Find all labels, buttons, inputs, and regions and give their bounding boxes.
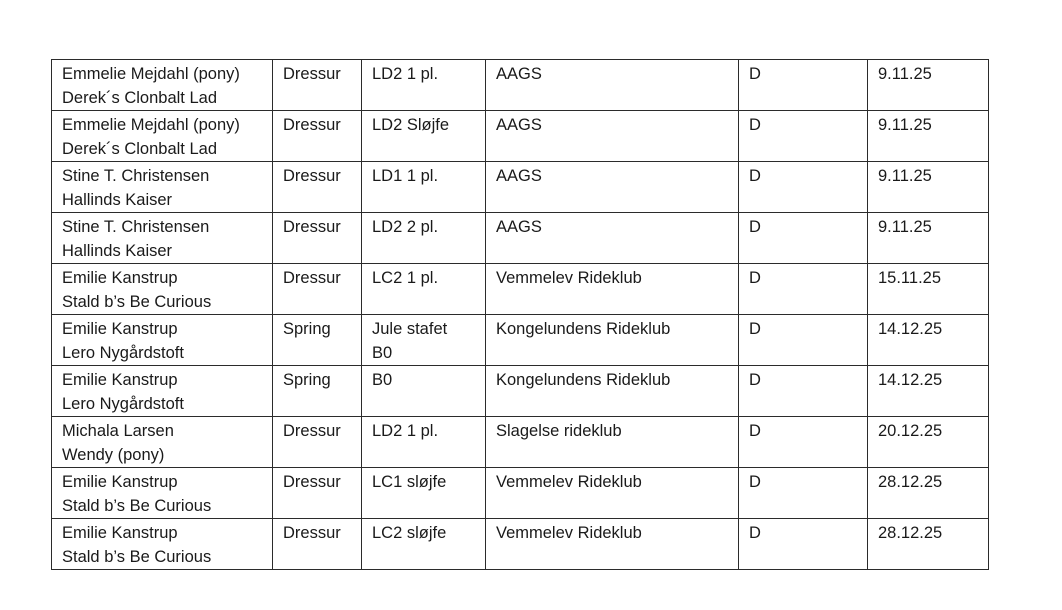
date-cell: 28.12.25 xyxy=(868,519,989,570)
horse-name: Stald b’s Be Curious xyxy=(62,293,212,311)
horse-name: Derek´s Clonbalt Lad xyxy=(62,89,217,107)
date-cell: 28.12.25 xyxy=(868,468,989,519)
level-cell: D xyxy=(739,60,868,111)
table-row xyxy=(52,111,989,162)
results-table-body xyxy=(52,60,989,570)
class-cell xyxy=(362,468,486,519)
horse-name: Stald b’s Be Curious xyxy=(62,548,212,566)
level-cell: D xyxy=(739,366,868,417)
class-cell xyxy=(362,213,486,264)
discipline-cell: Dressur xyxy=(273,519,362,570)
rider-horse-cell xyxy=(52,213,273,264)
discipline-cell: Dressur xyxy=(273,264,362,315)
rider-name: Stine T. Christensen xyxy=(62,167,210,185)
club-cell: AAGS xyxy=(486,162,739,213)
level-cell: D xyxy=(739,213,868,264)
club-cell: AAGS xyxy=(486,111,739,162)
class-line2: B0 xyxy=(372,344,393,362)
rider-name: Emilie Kanstrup xyxy=(62,269,178,287)
rider-name: Emmelie Mejdahl (pony) xyxy=(62,116,240,134)
table-row xyxy=(52,519,989,570)
table-row xyxy=(52,264,989,315)
level-cell: D xyxy=(739,417,868,468)
date-cell: 15.11.25 xyxy=(868,264,989,315)
discipline-cell: Spring xyxy=(273,315,362,366)
rider-horse-cell xyxy=(52,111,273,162)
discipline-cell: Dressur xyxy=(273,417,362,468)
discipline-cell: Dressur xyxy=(273,111,362,162)
table-row xyxy=(52,60,989,111)
club-cell: Kongelundens Rideklub xyxy=(486,315,739,366)
table-row xyxy=(52,213,989,264)
club-cell: Vemmelev Rideklub xyxy=(486,519,739,570)
level-cell: D xyxy=(739,315,868,366)
rider-name: Emilie Kanstrup xyxy=(62,371,178,389)
table-row xyxy=(52,468,989,519)
results-table xyxy=(51,59,989,570)
table-row xyxy=(52,417,989,468)
horse-name: Derek´s Clonbalt Lad xyxy=(62,140,217,158)
table-row xyxy=(52,366,989,417)
class-line1: LD2 Sløjfe xyxy=(372,116,450,134)
horse-name: Wendy (pony) xyxy=(62,446,165,464)
club-cell: Kongelundens Rideklub xyxy=(486,366,739,417)
horse-name: Hallinds Kaiser xyxy=(62,242,173,260)
rider-horse-cell xyxy=(52,315,273,366)
rider-horse-cell xyxy=(52,468,273,519)
date-cell: 20.12.25 xyxy=(868,417,989,468)
class-line1: LD2 1 pl. xyxy=(372,422,439,440)
table-row xyxy=(52,162,989,213)
class-line1: Jule stafet xyxy=(372,320,448,338)
rider-horse-cell xyxy=(52,162,273,213)
rider-horse-cell xyxy=(52,264,273,315)
class-cell xyxy=(362,60,486,111)
discipline-cell: Spring xyxy=(273,366,362,417)
level-cell: D xyxy=(739,264,868,315)
discipline-cell: Dressur xyxy=(273,60,362,111)
level-cell: D xyxy=(739,468,868,519)
level-cell: D xyxy=(739,519,868,570)
discipline-cell: Dressur xyxy=(273,468,362,519)
class-line1: LC2 1 pl. xyxy=(372,269,439,287)
class-cell xyxy=(362,366,486,417)
date-cell: 9.11.25 xyxy=(868,162,989,213)
horse-name: Stald b’s Be Curious xyxy=(62,497,212,515)
class-line1: LC1 sløjfe xyxy=(372,473,447,491)
club-cell: AAGS xyxy=(486,213,739,264)
horse-name: Hallinds Kaiser xyxy=(62,191,173,209)
rider-horse-cell xyxy=(52,366,273,417)
class-cell xyxy=(362,417,486,468)
rider-horse-cell xyxy=(52,417,273,468)
rider-horse-cell xyxy=(52,60,273,111)
class-cell xyxy=(362,264,486,315)
class-line1: B0 xyxy=(372,371,393,389)
rider-horse-cell xyxy=(52,519,273,570)
class-line1: LC2 sløjfe xyxy=(372,524,447,542)
level-cell: D xyxy=(739,162,868,213)
class-line1: LD2 2 pl. xyxy=(372,218,439,236)
club-cell: Slagelse rideklub xyxy=(486,417,739,468)
date-cell: 14.12.25 xyxy=(868,366,989,417)
rider-name: Emilie Kanstrup xyxy=(62,473,178,491)
class-cell xyxy=(362,162,486,213)
rider-name: Emilie Kanstrup xyxy=(62,320,178,338)
date-cell: 14.12.25 xyxy=(868,315,989,366)
rider-name: Michala Larsen xyxy=(62,422,174,440)
class-line1: LD2 1 pl. xyxy=(372,65,439,83)
club-cell: Vemmelev Rideklub xyxy=(486,264,739,315)
class-line1: LD1 1 pl. xyxy=(372,167,439,185)
table-row xyxy=(52,315,989,366)
horse-name: Lero Nygårdstoft xyxy=(62,344,184,362)
date-cell: 9.11.25 xyxy=(868,213,989,264)
date-cell: 9.11.25 xyxy=(868,111,989,162)
horse-name: Lero Nygårdstoft xyxy=(62,395,184,413)
rider-name: Stine T. Christensen xyxy=(62,218,210,236)
discipline-cell: Dressur xyxy=(273,162,362,213)
rider-name: Emmelie Mejdahl (pony) xyxy=(62,65,240,83)
club-cell: Vemmelev Rideklub xyxy=(486,468,739,519)
club-cell: AAGS xyxy=(486,60,739,111)
class-cell xyxy=(362,519,486,570)
date-cell: 9.11.25 xyxy=(868,60,989,111)
class-cell xyxy=(362,111,486,162)
rider-name: Emilie Kanstrup xyxy=(62,524,178,542)
discipline-cell: Dressur xyxy=(273,213,362,264)
class-cell xyxy=(362,315,486,366)
level-cell: D xyxy=(739,111,868,162)
